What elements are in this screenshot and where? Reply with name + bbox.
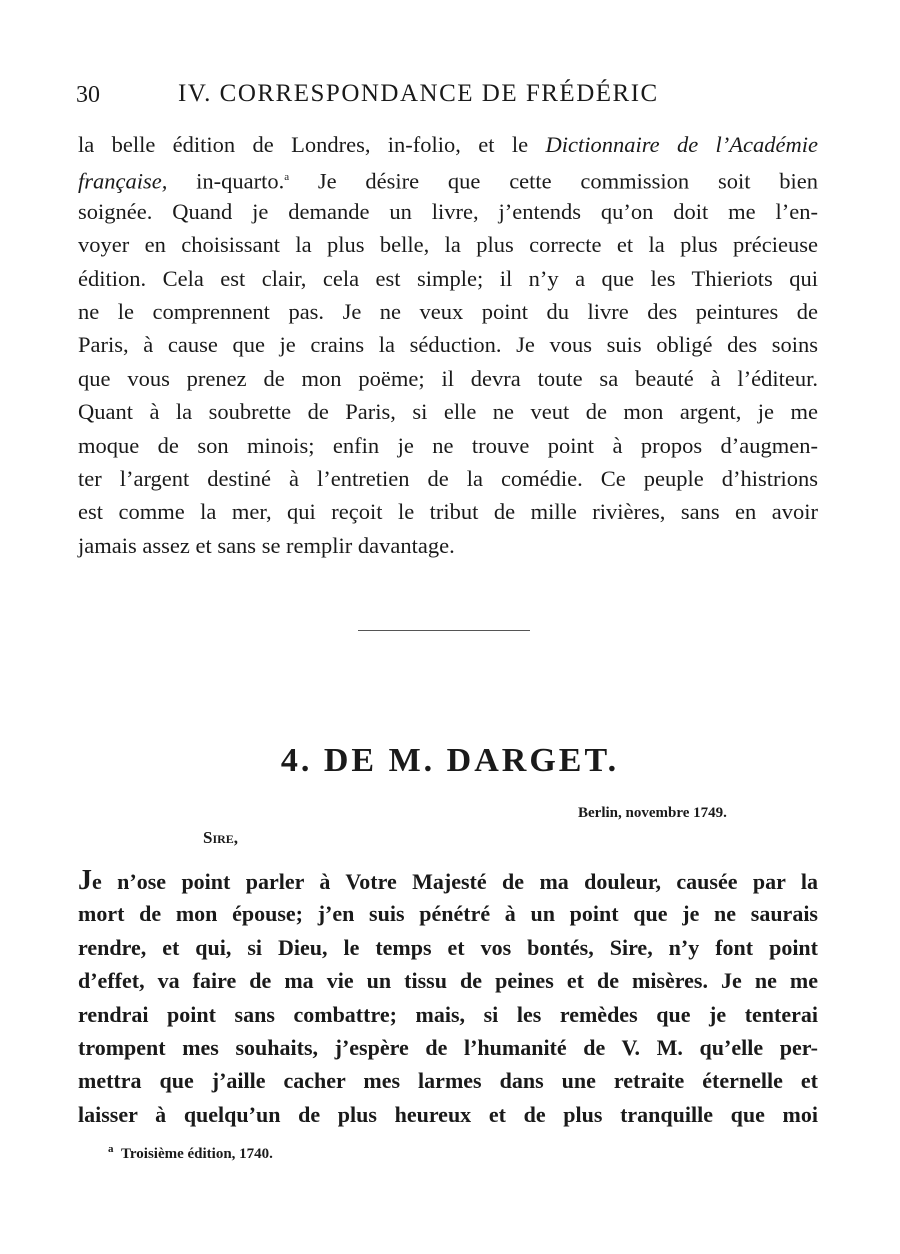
text-line: mort de mon épouse; j’en suis pénétré à un point que je ne saurais	[78, 901, 818, 927]
running-title: IV. CORRESPONDANCE DE FRÉDÉRIC	[178, 80, 659, 107]
text-line: est comme la mer, qui reçoit le tribut de mille rivières, sans en avoir	[78, 499, 818, 525]
text-line: que vous prenez de mon poëme; il devra toute sa beauté à l’éditeur.	[78, 365, 818, 391]
salutation: Sire,	[203, 828, 239, 847]
text-line: française, in-quarto.$^a$ Je désire que cette commission soit bien	[78, 168, 818, 194]
text-line: trompent mes souhaits, j’espère de l’humanité de V. M. qu’elle per-	[78, 1034, 818, 1060]
text-line: jamais assez et sans se remplir davantage.	[78, 532, 455, 558]
section-divider	[358, 630, 530, 631]
text-line: rendrai point sans combattre; mais, si les remèdes que je tenterai	[78, 1001, 818, 1027]
place-date: Berlin, novembre 1749.	[578, 805, 727, 821]
footnote-ref: a	[284, 171, 290, 184]
text-line: ne le comprennent pas. Je ne veux point du livre des peintures de	[78, 298, 818, 324]
footnote-mark: a	[108, 1143, 114, 1155]
text-line: Quant à la soubrette de Paris, si elle ne veut de mon argent, je me	[78, 399, 818, 425]
text-line: la belle édition de Londres, in-folio, et le Dictionnaire de l’Académie	[78, 132, 818, 157]
page-number: 30	[76, 82, 100, 108]
letter-body	[78, 864, 818, 1131]
text-line: Je n’ose point parler à Votre Majesté de ma douleur, causée par la	[78, 865, 818, 896]
paragraph-continued	[78, 128, 818, 562]
text-line: soignée. Quand je demande un livre, j’entends qu’on doit me l’en-	[78, 198, 818, 224]
footnote	[108, 1143, 273, 1163]
initial-letter: J	[78, 865, 92, 896]
text-line: moque de son minois; enfin je ne trouve point à propos d’augmen-	[78, 432, 818, 458]
text-line: laisser à quelqu’un de plus heureux et de plus tranquille que moi	[78, 1101, 818, 1127]
text-line: édition. Cela est clair, cela est simple; il n’y a que les Thieriots qui	[78, 265, 818, 291]
text-line: rendre, et qui, si Dieu, le temps et vos bontés, Sire, n’y font point	[78, 934, 818, 960]
letter-title: 4. DE M. DARGET.	[280, 742, 620, 779]
text-line: Paris, à cause que je crains la séduction. Je vous suis obligé des soins	[78, 332, 818, 358]
text-line: ter l’argent destiné à l’entretien de la comédie. Ce peuple d’histrions	[78, 465, 818, 491]
text-line: voyer en choisissant la plus belle, la plus correcte et la plus précieuse	[78, 232, 818, 258]
footnote-text: Troisième édition, 1740.	[121, 1146, 273, 1162]
text-line: mettra que j’aille cacher mes larmes dans une retraite éternelle et	[78, 1068, 818, 1094]
text-line: d’effet, va faire de ma vie un tissu de peines et de misères. Je ne me	[78, 968, 818, 994]
